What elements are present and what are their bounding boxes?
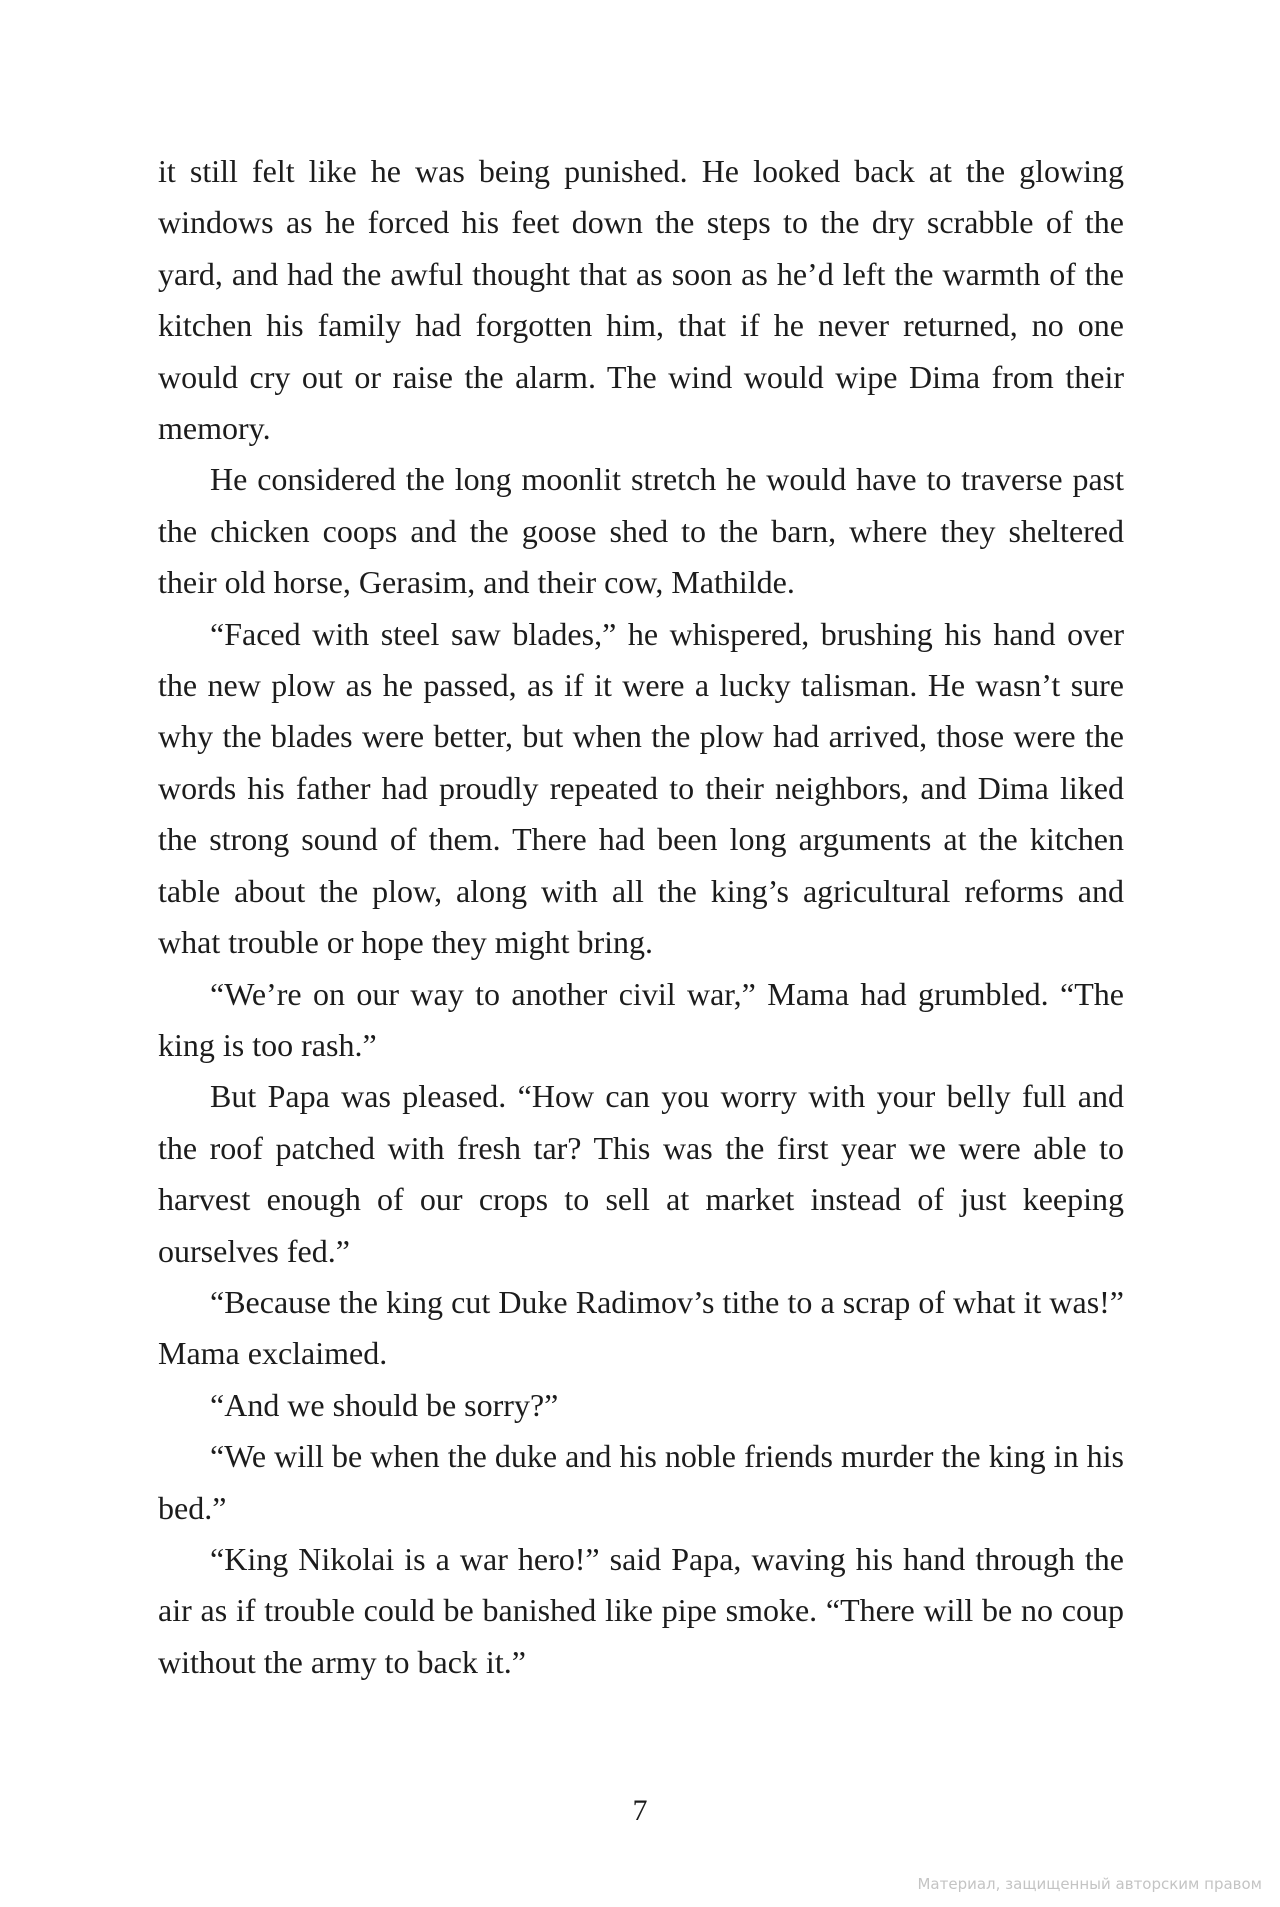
- paragraph: “King Nikolai is a war hero!” said Papa, waving his hand through the air as if trouble could be banished like pipe smoke. “There will be no coup without the army to back it.”: [158, 1540, 1124, 1680]
- body-text: [158, 146, 1124, 1688]
- paragraph: “We will be when the duke and his noble friends murder the king in his bed.”: [158, 1438, 1124, 1526]
- copyright-watermark: Материал, защищенный авторским правом: [917, 1875, 1262, 1893]
- paragraph: “Faced with steel saw blades,” he whispered, brushing his hand over the new plow as he passed, as if it were a lucky talisman. He wasn’t sure why the blades were better, but when the plow had arrived, those were the words his father had proudly repeated to their neighbors, and Dima liked the strong sound of them. There had been long arguments at the kitchen table about the plow, along with all the king’s agricultural reforms and what trouble or hope they might bring.: [158, 615, 1124, 961]
- paragraph: “Because the king cut Duke Radimov’s tithe to a scrap of what it was!” Mama exclaimed.: [158, 1283, 1124, 1372]
- paragraph: But Papa was pleased. “How can you worry with your belly full and the roof patched with fresh tar? This was the first year we were able to harvest enough of our crops to sell at market instead of just keeping ourselves fed.”: [158, 1078, 1124, 1269]
- paragraph: He considered the long moonlit stretch he would have to traverse past the chicken coops and the goose shed to the barn, where they sheltered their old horse, Gerasim, and their cow, Mathilde.: [158, 461, 1124, 601]
- paragraph: “We’re on our way to another civil war,” Mama had grumbled. “The king is too rash.”: [158, 975, 1124, 1063]
- page-number: 7: [632, 1794, 648, 1827]
- paragraph-continued: it still felt like he was being punished. He looked back at the glowing windows as he forced his feet down the steps to the dry scrabble of the yard, and had the awful thought that as soon as he’d left the warmth of the kitchen his family had forgotten him, that if he never returned, no one would cry out or raise the alarm. The wind would wipe Dima from their memory.: [158, 153, 1124, 447]
- paragraph: “And we should be sorry?”: [210, 1386, 559, 1423]
